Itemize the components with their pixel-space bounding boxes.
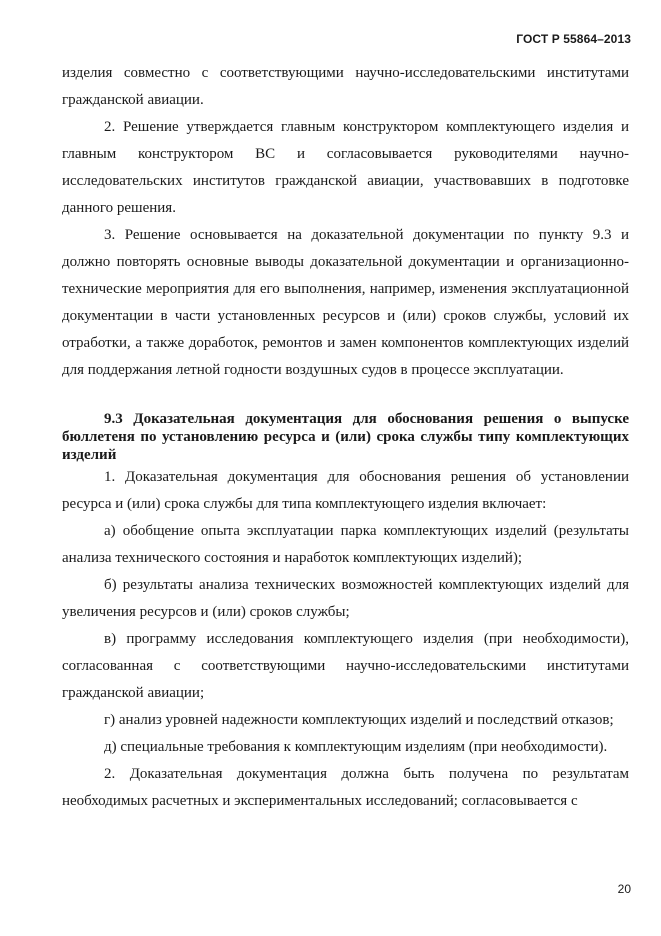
list-item-v: в) программу исследования комплектующего изделия (при необходимости), согласованная с соответствующими научно-исследовательскими институтами гражданской авиации; [62,631,629,701]
list-item-g: г) анализ уровней надежности комплектующих изделий и последствий отказов; [104,712,614,728]
paragraph-item-3: 3. Решение основывается на доказательной документации по пункту 9.3 и должно повторять основные выводы доказательной документации и организационно-технические мероприятия для его выполнения, например, изменения эксплуатационной документации в части установленных ресурсов и (или) сроков службы, условий их отработки, а также доработок, ремонтов и замен компонентов комплектующих изделий для поддержания летной годности воздушных судов в процессе эксплуатации. [62,227,629,378]
paragraph-section-item-2: 2. Доказательная документация должна быть получена по результатам необходимых расчетных и экспериментальных исследований; согласовывается с [62,766,629,809]
paragraph-continuation: изделия совместно с соответствующими научно-исследовательскими институтами гражданской авиации. [62,65,629,108]
list-item-a: а) обобщение опыта эксплуатации парка комплектующих изделий (результаты анализа технического состояния и наработок комплектующих изделий); [62,523,629,566]
paragraph-section-item-1: 1. Доказательная документация для обоснования решения об установлении ресурса и (или) срока службы для типа комплектующего изделия включает: [62,469,629,512]
document-header: ГОСТ Р 55864–2013 [516,32,631,46]
list-item-d: д) специальные требования к комплектующим изделиям (при необходимости). [104,739,608,755]
page-body [62,60,629,815]
list-item-b: б) результаты анализа технических возможностей комплектующих изделий для увеличения ресурсов и (или) сроков службы; [62,577,629,620]
paragraph-item-2: 2. Решение утверждается главным конструктором комплектующего изделия и главным конструктором ВС и согласовывается руководителями научно-исследовательских институтов гражданской авиации, участвовавших в подготовке данного решения. [62,119,629,216]
page-number: 20 [617,882,631,896]
section-heading: 9.3 Доказательная документация для обоснования решения о выпуске бюллетеня по установлению ресурса и (или) срока службы типу комплектующих изделий [62,411,629,463]
